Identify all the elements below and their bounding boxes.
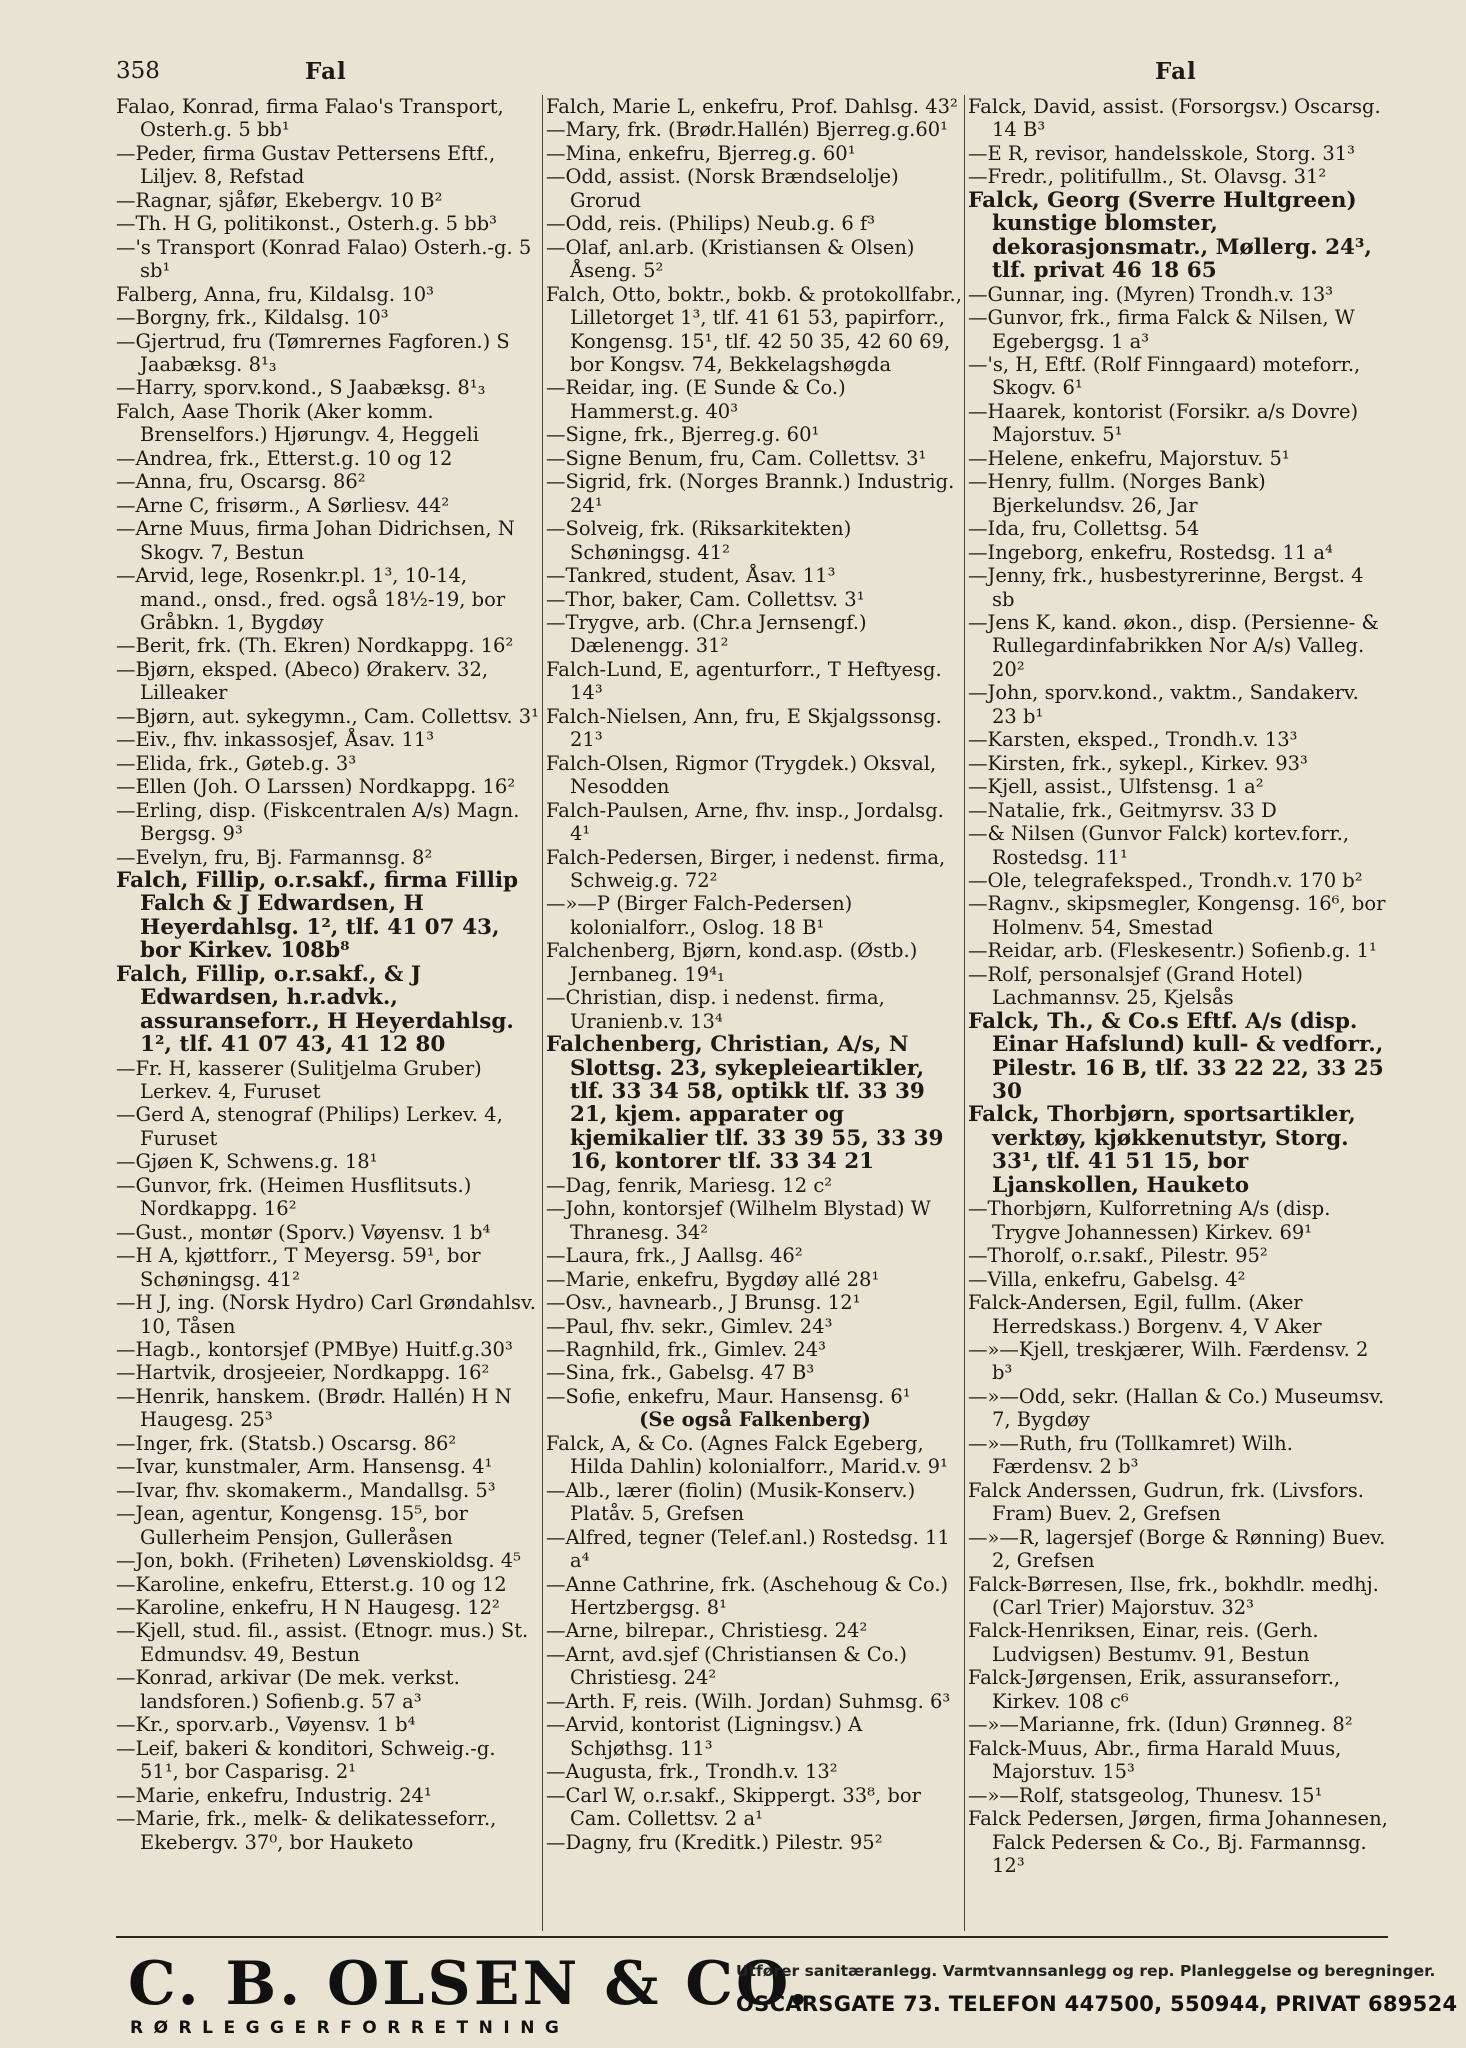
directory-entry: —Arnt, avd.sjef (Christiansen & Co.) Christiesg. 24² (546, 1642, 907, 1690)
directory-entry: —Kjell, assist., Ulfstensg. 1 a² (968, 775, 1264, 799)
directory-entry: Falberg, Anna, fru, Kildalsg. 10³ (116, 282, 434, 306)
directory-entry: (Se også Falkenberg) (639, 1408, 871, 1432)
directory-entry: Falck, A, & Co. (Agnes Falck Egeberg, Hilda Dahlin) kolonialforr., Marid.v. 9¹ (546, 1431, 948, 1479)
directory-entry: Falch-Paulsen, Arne, fhv. insp., Jordalsg. 4¹ (546, 798, 944, 846)
directory-entry: —Ivar, fhv. skomakerm., Mandallsg. 5³ (116, 1478, 496, 1502)
directory-entry: Falck-Muus, Abr., firma Harald Muus, Majorstuv. 15³ (968, 1736, 1342, 1784)
directory-entry: —Borgny, frk., Kildalsg. 10³ (116, 306, 389, 330)
directory-entry: —Anne Cathrine, frk. (Aschehoug & Co.) Hertzbergsg. 8¹ (546, 1572, 949, 1619)
directory-entry: —'s, H, Eftf. (Rolf Finngaard) moteforr., Skogv. 6¹ (968, 352, 1361, 400)
directory-entry: —Arvid, lege, Rosenkr.pl. 1³, 10-14, mand., onsd., fred. også 18½-19, bor Gråbkn. 1, Bygdøy (116, 564, 506, 634)
directory-column-2 (546, 95, 964, 1854)
directory-entry: —Christian, disp. i nedenst. firma, Uranienb.v. 13⁴ (546, 986, 885, 1033)
advert-divider (116, 1936, 1388, 1938)
directory-entry: —H J, ing. (Norsk Hydro) Carl Grøndahlsv. 10, Tåsen (116, 1291, 536, 1338)
directory-entry: —Natalie, frk., Geitmyrsv. 33 D (968, 798, 1277, 822)
directory-entry: —Henrik, hanskem. (Brødr. Hallén) H N Haugesg. 25³ (116, 1384, 512, 1432)
directory-entry: —Haarek, kontorist (Forsikr. a/s Dovre) Majorstuv. 5¹ (968, 399, 1359, 447)
directory-entry: —»—R, lagersjef (Borge & Rønning) Buev. 2, Grefsen (968, 1525, 1386, 1573)
directory-entry: —Signe Benum, fru, Cam. Collettsv. 3¹ (546, 446, 927, 470)
directory-entry: —Ragnv., skipsmegler, Kongensg. 16⁶, bor Holmenv. 54, Smestad (968, 892, 1386, 939)
directory-entry: —Ragnar, sjåfør, Ekebergv. 10 B² (116, 188, 443, 212)
directory-entry: —Marie, frk., melk- & delikatesseforr., Ekebergv. 37⁰, bor Hauketo (116, 1807, 497, 1854)
directory-entry: Falck-Henriksen, Einar, reis. (Gerh. Ludvigsen) Bestumv. 91, Bestun (968, 1619, 1319, 1666)
directory-entry: —Andrea, frk., Etterst.g. 10 og 12 (116, 446, 453, 470)
directory-entry: —Thorbjørn, Kulforretning A/s (disp. Trygve Johannessen) Kirkev. 69¹ (968, 1197, 1331, 1244)
directory-entry: —Arne Muus, firma Johan Didrichsen, N Skogv. 7, Bestun (116, 517, 515, 564)
directory-entry: —Sina, frk., Gabelsg. 47 B³ (546, 1361, 815, 1385)
directory-entry: —E R, revisor, handelsskole, Storg. 31³ (968, 141, 1355, 165)
directory-entry: —Anna, fru, Oscarsg. 86² (116, 470, 366, 494)
directory-entry: —Thorolf, o.r.sakf., Pilestr. 95² (968, 1244, 1268, 1268)
directory-entry: —Augusta, frk., Trondh.v. 13² (546, 1760, 838, 1784)
directory-entry: —Fr. H, kasserer (Sulitjelma Gruber) Lerkev. 4, Furuset (116, 1056, 482, 1104)
directory-entry: Falchenberg, Bjørn, kond.asp. (Østb.) Jernbaneg. 19⁴₁ (546, 939, 918, 986)
directory-entry: —Hartvik, drosjeeier, Nordkappg. 16² (116, 1361, 490, 1385)
directory-entry: —»—Odd, sekr. (Hallan & Co.) Museumsv. 7, Bygdøy (968, 1384, 1385, 1432)
directory-entry: —Berit, frk. (Th. Ekren) Nordkappg. 16² (116, 634, 514, 658)
directory-entry: —Dag, fenrik, Mariesg. 12 c² (546, 1173, 833, 1197)
column-divider (964, 95, 965, 1931)
directory-entry: —Gjertrud, fru (Tømrernes Fagforen.) S Jaabæksg. 8¹₃ (116, 329, 510, 376)
running-header-right: Fal (1155, 58, 1197, 85)
directory-entry: —Laura, frk., J Aallsg. 46² (546, 1244, 803, 1268)
page-number: 358 (116, 58, 160, 84)
directory-entry: —Reidar, ing. (E Sunde & Co.) Hammerst.g. 40³ (546, 376, 846, 423)
directory-entry: Falck, David, assist. (Forsorgsv.) Oscarsg. 14 B³ (968, 95, 1381, 142)
directory-entry: —Solveig, frk. (Riksarkitekten) Schøningsg. 41² (546, 517, 852, 564)
directory-entry: —Alfred, tegner (Telef.anl.) Rostedsg. 11 a⁴ (546, 1525, 950, 1573)
directory-entry: —Marie, enkefru, Bygdøy allé 28¹ (546, 1267, 880, 1291)
directory-entry: Falch-Nielsen, Ann, fru, E Skjalgssonsg. 21³ (546, 704, 942, 752)
directory-entry: —Ivar, kunstmaler, Arm. Hansensg. 4¹ (116, 1455, 493, 1479)
directory-entry: —Gunvor, frk., firma Falck & Nilsen, W Egebergsg. 1 a³ (968, 306, 1355, 353)
directory-entry: Falck, Th., & Co.s Eftf. A/s (disp. Einar Hafslund) kull- & vedforr., Pilestr. 16 B, tlf. 33 22 22, 33 25 30 (968, 1008, 1384, 1105)
directory-entry: —Konrad, arkivar (De mek. verkst. landsforen.) Sofienb.g. 57 a³ (116, 1666, 460, 1713)
directory-entry: —Paul, fhv. sekr., Gimlev. 24³ (546, 1314, 833, 1338)
directory-entry: —Arne, bilrepar., Christiesg. 24² (546, 1619, 868, 1643)
directory-entry: —Arvid, kontorist (Ligningsv.) A Schjøthsg. 11³ (546, 1713, 863, 1760)
directory-entry: —Arne C, frisørm., A Sørliesv. 44² (116, 493, 450, 517)
directory-entry: —Odd, assist. (Norsk Brændselolje) Grorud (546, 165, 899, 212)
directory-entry: —Ida, fru, Collettsg. 54 (968, 517, 1200, 541)
directory-entry: —Helene, enkefru, Majorstuv. 5¹ (968, 446, 1290, 470)
directory-entry: —Trygve, arb. (Chr.a Jernsengf.) Dælenengg. 31² (546, 610, 867, 658)
directory-entry: —Sofie, enkefru, Maur. Hansensg. 6¹ (546, 1384, 911, 1408)
directory-entry: Falck-Børresen, Ilse, frk., bokhdlr. medhj. (Carl Trier) Majorstuv. 32³ (968, 1572, 1379, 1619)
directory-entry: Falch, Fillip, o.r.sakf., firma Fillip Falch & J Edwardsen, H Heyerdahlsg. 1², tlf. 41 07 43, bor Kirkev. 108b⁸ (116, 867, 519, 964)
directory-entry: —Hagb., kontorsjef (PMBye) Huitf.g.30³ (116, 1338, 513, 1362)
directory-entry: —Henry, fullm. (Norges Bank) Bjerkelundsv. 26, Jar (968, 470, 1266, 517)
directory-entry: —Carl W, o.r.sakf., Skippergt. 33⁸, bor Cam. Collettsv. 2 a¹ (546, 1783, 921, 1831)
directory-column-3 (968, 95, 1388, 1877)
directory-entry: —Evelyn, fru, Bj. Farmannsg. 8² (116, 845, 433, 869)
directory-entry: —Signe, frk., Bjerreg.g. 60¹ (546, 423, 820, 447)
directory-entry: —Osv., havnearb., J Brunsg. 12¹ (546, 1291, 861, 1315)
directory-entry: —Leif, bakeri & konditori, Schweig.-g. 51¹, bor Casparisg. 2¹ (116, 1736, 496, 1784)
directory-entry: —Odd, reis. (Philips) Neub.g. 6 f³ (546, 212, 876, 236)
directory-entry: —Jon, bokh. (Friheten) Løvenskioldsg. 4⁵ (116, 1549, 521, 1573)
directory-entry: —»—Kjell, treskjærer, Wilh. Færdensv. 2 b³ (968, 1338, 1369, 1385)
advert-subtitle: RØRLEGGERFORRETNING (130, 2018, 570, 2038)
directory-entry: —Ellen (Joh. O Larssen) Nordkappg. 16² (116, 775, 516, 799)
directory-entry: —Kr., sporv.arb., Vøyensv. 1 b⁴ (116, 1713, 416, 1737)
directory-entry: —»—P (Birger Falch-Pedersen) kolonialforr., Oslog. 18 B¹ (546, 892, 853, 939)
directory-entry: —Gunvor, frk. (Heimen Husflitsuts.) Nordkappg. 16² (116, 1173, 472, 1221)
directory-entry: Falch, Aase Thorik (Aker komm. Brenselfors.) Hjørungv. 4, Heggeli (116, 399, 479, 447)
directory-entry: —Kirsten, frk., sykepl., Kirkev. 93³ (968, 751, 1308, 775)
directory-entry: Falao, Konrad, firma Falao's Transport, Osterh.g. 5 bb¹ (116, 95, 504, 142)
directory-entry: —Jens K, kand. økon., disp. (Persienne- & Rullegardinfabrikken Nor A/s) Valleg. 20² (968, 610, 1379, 681)
directory-entry: —Gust., montør (Sporv.) Vøyensv. 1 b⁴ (116, 1220, 491, 1244)
directory-entry: —Thor, baker, Cam. Collettsv. 3¹ (546, 587, 865, 611)
directory-entry: —Ole, telegrafeksped., Trondh.v. 170 b² (968, 868, 1363, 892)
directory-entry: —Karsten, eksped., Trondh.v. 13³ (968, 728, 1298, 752)
directory-entry: —Bjørn, aut. sykegymn., Cam. Collettsv. 3¹ (116, 704, 539, 728)
directory-entry: Falch, Otto, boktr., bokb. & protokollfabr., Lilletorget 1³, tlf. 41 61 53, papirforr., Kongensg. 15¹, tlf. 42 50 35, 42 60 69, bor Kongsv. 74, Bekkelagshøgda (546, 282, 962, 376)
advert-company-name: C. B. OLSEN & CO. (128, 1949, 812, 2019)
directory-entry: —H A, kjøttforr., T Meyersg. 59¹, bor Schøningsg. 41² (116, 1244, 481, 1291)
directory-entry: —Mina, enkefru, Bjerreg.g. 60¹ (546, 141, 856, 165)
directory-entry: —Mary, frk. (Brødr.Hallén) Bjerreg.g.60¹ (546, 118, 948, 142)
directory-entry: —Dagny, fru (Kreditk.) Pilestr. 95² (546, 1830, 883, 1854)
directory-entry: —Gjøen K, Schwens.g. 18¹ (116, 1150, 378, 1174)
directory-entry: —Kjell, stud. fil., assist. (Etnogr. mus.) St. Edmundsv. 49, Bestun (116, 1619, 529, 1666)
directory-entry: —John, sporv.kond., vaktm., Sandakerv. 23 b¹ (968, 681, 1359, 728)
directory-entry: —»—Marianne, frk. (Idun) Grønneg. 8² (968, 1713, 1353, 1737)
directory-entry: —Gunnar, ing. (Myren) Trondh.v. 13³ (968, 282, 1334, 306)
advert-contact: OSCARSGATE 73. TELEFON 447500, 550944, PRIVAT 689524 (736, 1992, 1458, 2016)
directory-entry: —Gerd A, stenograf (Philips) Lerkev. 4, Furuset (116, 1103, 503, 1150)
directory-entry: —Harry, sporv.kond., S Jaabæksg. 8¹₃ (116, 376, 486, 400)
directory-entry: —'s Transport (Konrad Falao) Osterh.-g. 5 sb¹ (116, 235, 532, 283)
directory-entry: —»—Ruth, fru (Tollkamret) Wilh. Færdensv. 2 b³ (968, 1431, 1293, 1479)
directory-entry: Falch-Lund, E, agenturforr., T Heftyesg. 14³ (546, 657, 942, 705)
directory-entry: —Sigrid, frk. (Norges Brannk.) Industrig. 24¹ (546, 470, 955, 517)
directory-entry: —& Nilsen (Gunvor Falck) kortev.forr., Rostedsg. 11¹ (968, 822, 1350, 869)
directory-entry: Falck, Georg (Sverre Hultgreen) kunstige blomster, dekorasjonsmatr., Møllerg. 24³, tlf. privat 46 18 65 (968, 187, 1372, 284)
directory-entry: Falch-Olsen, Rigmor (Trygdek.) Oksval, Nesodden (546, 751, 937, 799)
directory-entry: Falck Anderssen, Gudrun, frk. (Livsfors. Fram) Buev. 2, Grefsen (968, 1478, 1365, 1526)
directory-entry: —Ragnhild, frk., Gimlev. 24³ (546, 1338, 826, 1362)
directory-entry: Falck Pedersen, Jørgen, firma Johannesen, Falck Pedersen & Co., Bj. Farmannsg. 12³ (968, 1807, 1388, 1877)
directory-entry: —Alb., lærer (fiolin) (Musik-Konserv.) Platåv. 5, Grefsen (546, 1478, 916, 1526)
directory-entry: —Peder, firma Gustav Pettersens Eftf., Liljev. 8, Refstad (116, 141, 496, 189)
directory-entry: —Rolf, personalsjef (Grand Hotel) Lachmannsv. 25, Kjelsås (968, 962, 1303, 1010)
directory-entry: —Erling, disp. (Fiskcentralen A/s) Magn. Bergsg. 9³ (116, 798, 520, 846)
column-divider (542, 95, 543, 1931)
directory-entry: Falch, Marie L, enkefru, Prof. Dahlsg. 43² (546, 95, 958, 118)
directory-entry: —Inger, frk. (Statsb.) Oscarsg. 86² (116, 1431, 457, 1455)
directory-entry: —Marie, enkefru, Industrig. 24¹ (116, 1783, 432, 1807)
directory-entry: Falch, Fillip, o.r.sakf., & J Edwardsen, h.r.advk., assuranseforr., H Heyerdahlsg. 1², tlf. 41 07 43, 41 12 80 (116, 961, 514, 1058)
directory-entry: —Olaf, anl.arb. (Kristiansen & Olsen) Åseng. 5² (546, 235, 915, 283)
directory-entry: —Eiv., fhv. inkassosjef, Åsav. 11³ (116, 728, 435, 752)
directory-entry: —Karoline, enkefru, H N Haugesg. 12² (116, 1596, 500, 1619)
running-header-left: Fal (305, 58, 347, 85)
directory-entry: Falck-Andersen, Egil, fullm. (Aker Herredskass.) Borgenv. 4, V Aker (968, 1291, 1322, 1338)
directory-entry: —Arth. F, reis. (Wilh. Jordan) Suhmsg. 6³ (546, 1689, 951, 1713)
directory-entry: —Tankred, student, Åsav. 11³ (546, 564, 836, 588)
directory-entry: Falck-Jørgensen, Erik, assuranseforr., Kirkev. 108 c⁶ (968, 1666, 1341, 1713)
directory-entry: —Ingeborg, enkefru, Rostedsg. 11 a⁴ (968, 540, 1333, 564)
advert-services: Utfører sanitæranlegg. Varmtvannsanlegg og rep. Planleggelse og beregninger. (736, 1962, 1436, 1980)
directory-entry: Falchenberg, Christian, A/s, N Slottsg. 23, sykepleieartikler, tlf. 33 34 58, optikk tlf. 33 39 21, kjem. apparater og kjemikalier tlf. 33 39 55, 33 39 16, kontorer tlf. 33 34 21 (546, 1032, 944, 1175)
directory-entry: —»—Rolf, statsgeolog, Thunesv. 15¹ (968, 1783, 1323, 1807)
directory-entry: —Fredr., politifullm., St. Olavsg. 31² (968, 165, 1327, 189)
directory-entry: —Elida, frk., Gøteb.g. 3³ (116, 751, 357, 775)
directory-entry: Falck, Thorbjørn, sportsartikler, verktøy, kjøkkenutstyr, Storg. 33¹, tlf. 41 51 15, bor Ljanskollen, Hauketo (968, 1102, 1356, 1198)
directory-entry: —Bjørn, eksped. (Abeco) Ørakerv. 32, Lilleaker (116, 657, 489, 705)
directory-entry: —Jenny, frk., husbestyrerinne, Bergst. 4 sb (968, 564, 1364, 611)
directory-entry: —Th. H G, politikonst., Osterh.g. 5 bb³ (116, 212, 497, 236)
directory-entry: —Jean, agentur, Kongensg. 15⁵, bor Gullerheim Pensjon, Gulleråsen (116, 1502, 468, 1549)
directory-entry: —John, kontorsjef (Wilhelm Blystad) W Thranesg. 34² (546, 1197, 931, 1244)
directory-entry: —Karoline, enkefru, Etterst.g. 10 og 12 (116, 1572, 507, 1596)
directory-entry: —Reidar, arb. (Fleskesentr.) Sofienb.g. 1¹ (968, 939, 1377, 963)
directory-entry: Falch-Pedersen, Birger, i nedenst. firma, Schweig.g. 72² (546, 845, 946, 892)
directory-entry: —Villa, enkefru, Gabelsg. 4² (968, 1267, 1246, 1291)
directory-column-1 (116, 95, 539, 1854)
